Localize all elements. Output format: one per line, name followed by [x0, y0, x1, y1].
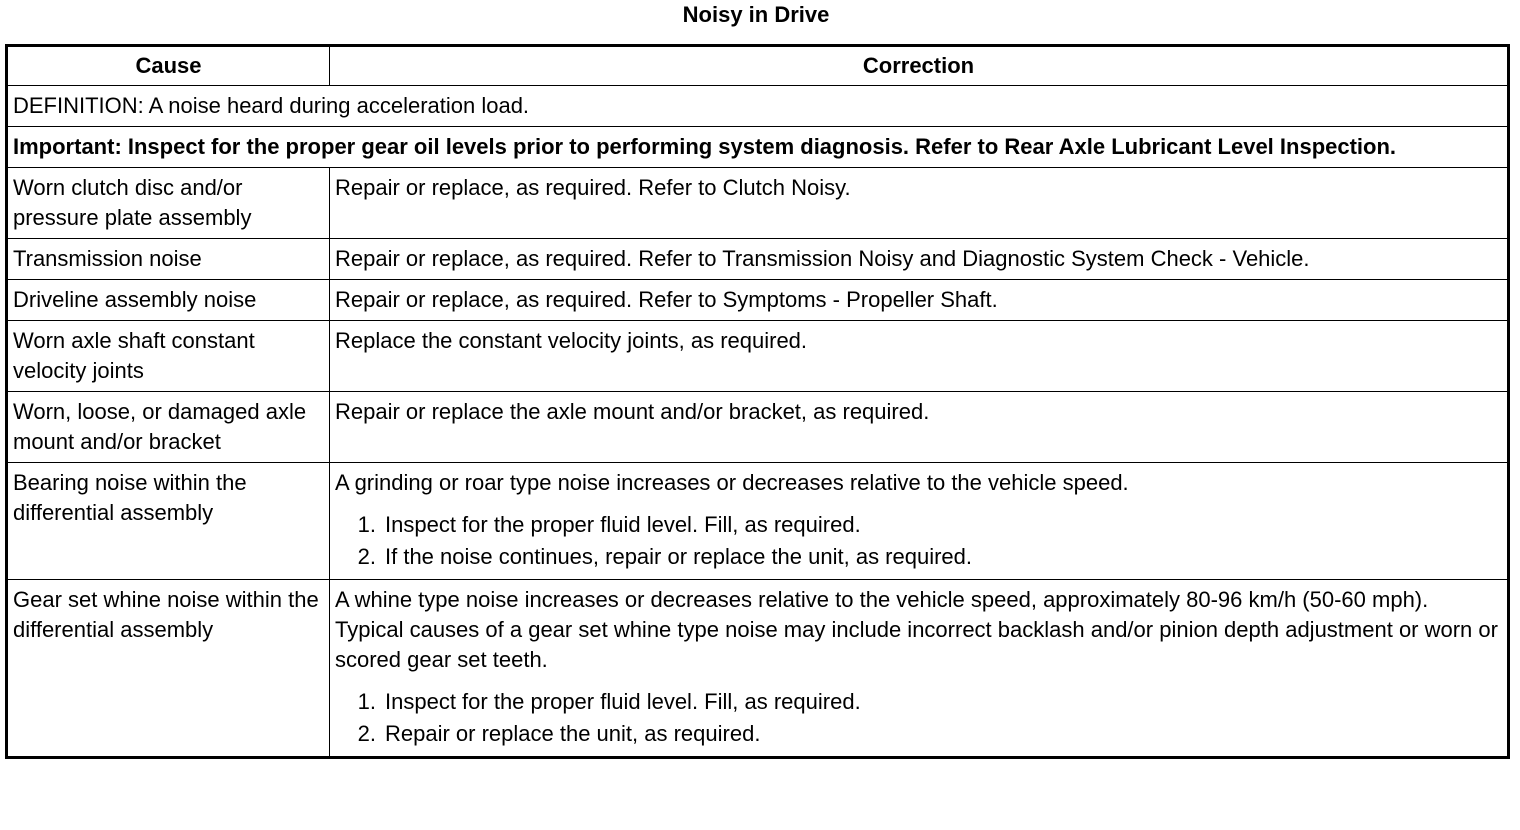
correction-cell: Repair or replace, as required. Refer to Transmission Noisy and Diagnostic System Check - Vehicle.: [330, 239, 1509, 280]
table-row: [7, 280, 1509, 321]
cause-cell: Worn clutch disc and/or pressure plate assembly: [7, 168, 330, 239]
table-row: [7, 321, 1509, 392]
correction-cell: Repair or replace, as required. Refer to Clutch Noisy.: [330, 168, 1509, 239]
step-item: [335, 719, 1502, 749]
step-text: Inspect for the proper fluid level. Fill, as required.: [385, 689, 861, 714]
step-item: [335, 542, 1502, 572]
step-item: [335, 510, 1502, 540]
correction-cell: Repair or replace the axle mount and/or bracket, as required.: [330, 392, 1509, 463]
correction-cell: Repair or replace, as required. Refer to Symptoms - Propeller Shaft.: [330, 280, 1509, 321]
cause-cell: Worn axle shaft constant velocity joints: [7, 321, 330, 392]
cause-cell: Driveline assembly noise: [7, 280, 330, 321]
table-row: [7, 392, 1509, 463]
page-title: Noisy in Drive: [682, 2, 830, 27]
cause-cell: Gear set whine noise within the differential assembly: [7, 580, 330, 758]
step-number: 2.: [357, 544, 376, 569]
step-list: [335, 687, 1502, 749]
step-number: 1.: [357, 689, 376, 714]
cause-cell: Bearing noise within the differential assembly: [7, 463, 330, 580]
step-list: [335, 510, 1502, 572]
definition-text: DEFINITION: A noise heard during acceleration load.: [7, 86, 1509, 127]
correction-text: A grinding or roar type noise increases or decreases relative to the vehicle speed.: [335, 470, 1129, 495]
table-header-row: [7, 46, 1509, 86]
table-row: [7, 239, 1509, 280]
correction-cell: [330, 463, 1509, 580]
step-number: 1.: [357, 512, 376, 537]
table-row: [7, 463, 1509, 580]
correction-text: A whine type noise increases or decreases relative to the vehicle speed, approximately 80-96 km/h (50-60 mph). Typical causes of a gear set whine type noise may include incorrect backlash and/or pinion depth adjustment or worn or scored gear set teeth.: [335, 587, 1498, 672]
step-number: 2.: [357, 721, 376, 746]
definition-row: [7, 86, 1509, 127]
cause-cell: Transmission noise: [7, 239, 330, 280]
table-row: [7, 168, 1509, 239]
step-item: [335, 687, 1502, 717]
header-cause: Cause: [7, 46, 330, 86]
cause-cell: Worn, loose, or damaged axle mount and/or bracket: [7, 392, 330, 463]
step-text: If the noise continues, repair or replace the unit, as required.: [385, 544, 973, 569]
important-row: [7, 127, 1509, 168]
correction-cell: Replace the constant velocity joints, as required.: [330, 321, 1509, 392]
header-correction: Correction: [330, 46, 1509, 86]
correction-cell: [330, 580, 1509, 758]
table-row: [7, 580, 1509, 758]
important-note: Important: Inspect for the proper gear oil levels prior to performing system diagnosis. Refer to Rear Axle Lubricant Level Inspection.: [7, 127, 1509, 168]
step-text: Inspect for the proper fluid level. Fill, as required.: [385, 512, 861, 537]
step-text: Repair or replace the unit, as required.: [385, 721, 761, 746]
diagnostic-table: [5, 44, 1510, 759]
